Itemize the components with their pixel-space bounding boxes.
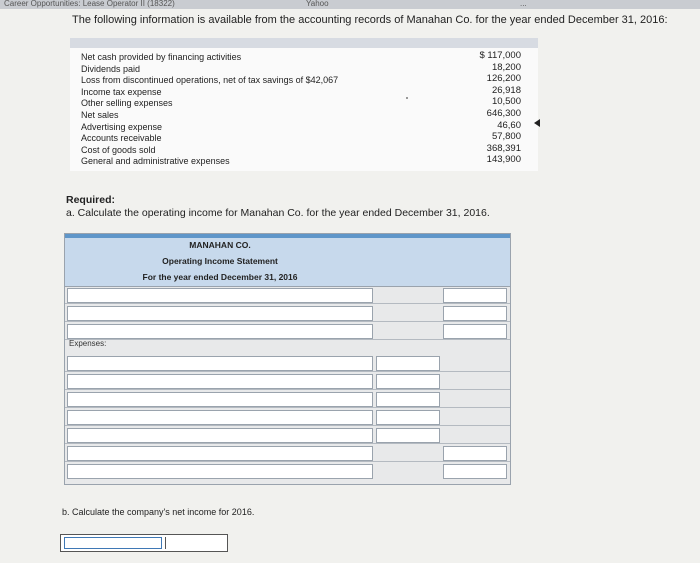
record-label: Advertising expense xyxy=(81,121,163,132)
net-income-input[interactable] xyxy=(64,537,162,549)
net-income-answer-box xyxy=(60,534,228,552)
record-value: 368,391 xyxy=(486,142,521,154)
record-label: Income tax expense xyxy=(81,86,162,97)
record-label: Dividends paid xyxy=(81,63,141,74)
statement-row xyxy=(65,426,510,444)
statement-row xyxy=(65,408,510,426)
required-heading: Required: xyxy=(66,194,116,206)
answer-box-divider xyxy=(165,537,166,549)
expense-amount-input[interactable] xyxy=(376,410,440,425)
browser-tab-bar xyxy=(0,0,700,9)
line-item-label-input[interactable] xyxy=(67,324,373,339)
statement-row xyxy=(65,444,510,462)
expense-label-input[interactable] xyxy=(67,356,373,371)
statement-header xyxy=(65,234,510,287)
record-label: Other selling expenses xyxy=(81,98,173,109)
statement-header-band xyxy=(65,234,510,238)
statement-period: For the year ended December 31, 2016 xyxy=(142,272,298,282)
record-label: Cost of goods sold xyxy=(81,144,156,155)
tab-title-right[interactable]: ... xyxy=(520,0,527,8)
expense-label-input[interactable] xyxy=(67,428,373,443)
expense-label-input[interactable] xyxy=(67,374,373,389)
record-label: General and administrative expenses xyxy=(81,156,230,167)
expense-label-input[interactable] xyxy=(67,410,373,425)
statement-row xyxy=(65,390,510,408)
record-value: 126,200 xyxy=(486,73,521,85)
record-value: 646,300 xyxy=(486,107,521,119)
part-a-question: a. Calculate the operating income for Manahan Co. for the year ended December 31, 2016. xyxy=(66,206,490,219)
operating-income-label-input[interactable] xyxy=(67,464,373,479)
expense-amount-input[interactable] xyxy=(376,428,440,443)
operating-income-input[interactable] xyxy=(443,464,507,479)
statement-row xyxy=(65,304,510,322)
statement-title: Operating Income Statement xyxy=(162,256,278,266)
record-label: Accounts receivable xyxy=(81,133,162,144)
record-label: Loss from discontinued operations, net of tax savings of $42,067 xyxy=(81,75,339,86)
expense-label-input[interactable] xyxy=(67,392,373,407)
statement-row xyxy=(65,462,510,479)
statement-row xyxy=(65,322,510,340)
accounting-records-panel xyxy=(70,38,538,171)
part-b-question: b. Calculate the company's net income for 2016. xyxy=(62,507,255,517)
operating-income-statement xyxy=(64,233,511,485)
record-values xyxy=(479,50,521,166)
stray-mark xyxy=(406,97,408,99)
required-section xyxy=(66,194,490,219)
expense-amount-input[interactable] xyxy=(376,392,440,407)
expense-amount-input[interactable] xyxy=(376,356,440,371)
statement-row xyxy=(65,372,510,390)
expenses-label: Expenses: xyxy=(69,339,107,348)
total-expenses-input[interactable] xyxy=(443,446,507,461)
record-value: 57,800 xyxy=(491,131,521,143)
record-value: 46,60 xyxy=(497,119,521,131)
line-item-label-input[interactable] xyxy=(67,306,373,321)
total-input[interactable] xyxy=(443,324,507,339)
record-value: 18,200 xyxy=(491,61,521,73)
record-value: 10,500 xyxy=(491,96,521,108)
total-expenses-label-input[interactable] xyxy=(67,446,373,461)
total-input[interactable] xyxy=(443,288,507,303)
statement-row xyxy=(65,354,510,372)
tab-title-left[interactable]: Career Opportunities: Lease Operator II (18322) xyxy=(4,0,175,8)
record-value: $ 117,000 xyxy=(479,50,521,61)
panel-header-band xyxy=(70,38,538,48)
mouse-cursor-icon xyxy=(534,119,540,127)
line-item-label-input[interactable] xyxy=(67,288,373,303)
record-value: 143,900 xyxy=(486,154,521,166)
statement-row xyxy=(65,286,510,304)
record-labels xyxy=(81,52,338,168)
intro-text: The following information is available from the accounting records of Manahan Co. for the year ended December 31, 2016: xyxy=(72,14,668,26)
record-value: 26,918 xyxy=(491,84,521,96)
statement-company: MANAHAN CO. xyxy=(189,240,251,250)
expense-amount-input[interactable] xyxy=(376,374,440,389)
record-label: Net sales xyxy=(81,109,119,120)
total-input[interactable] xyxy=(443,306,507,321)
tab-title-mid[interactable]: Yahoo xyxy=(306,0,329,8)
record-label: Net cash provided by financing activities xyxy=(81,52,242,62)
